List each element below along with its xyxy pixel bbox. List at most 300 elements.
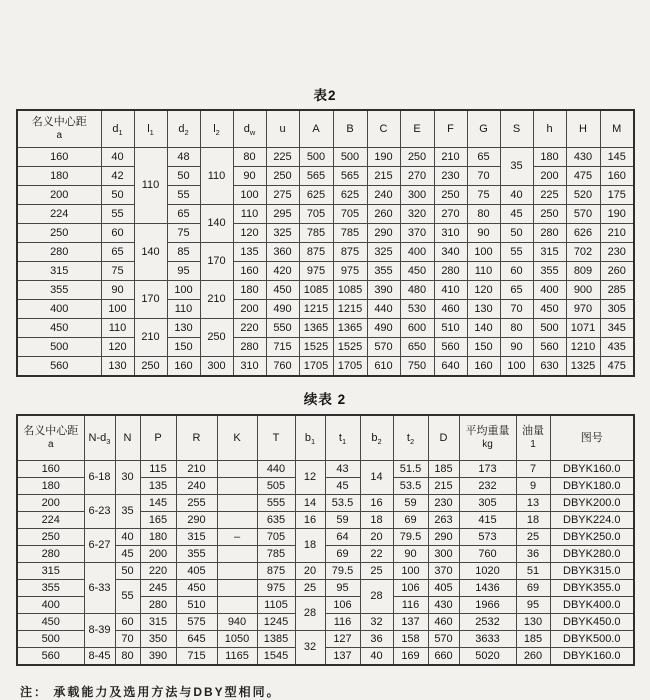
table-cell: 55: [101, 205, 134, 224]
table-cell: 560: [17, 357, 101, 377]
table-cell: 100: [500, 357, 533, 377]
table-cell: 260: [516, 648, 550, 666]
table-cell: 145: [140, 495, 176, 512]
table-cell: 785: [333, 224, 367, 243]
table-cell: 275: [266, 186, 299, 205]
table-row: [17, 243, 634, 262]
table-cell: 32: [360, 614, 393, 631]
table-cell: 43: [325, 461, 360, 478]
table-cell: 300: [400, 186, 434, 205]
table-cell: 140: [134, 224, 167, 281]
table-cell: 295: [266, 205, 299, 224]
header-second-line: kg: [482, 439, 493, 451]
table-cell: 315: [140, 614, 176, 631]
table-cell: 450: [176, 580, 217, 597]
table-cell: 25: [295, 580, 325, 597]
table-cell: 232: [459, 478, 516, 495]
table-cell: 705: [333, 205, 367, 224]
table-cell: 130: [101, 357, 134, 377]
column-header: [434, 110, 467, 148]
table-cell: 14: [360, 461, 393, 495]
table-cell: 1165: [217, 648, 257, 666]
table-row: [17, 224, 634, 243]
header-label: b: [304, 431, 311, 444]
table-cell: 210: [600, 224, 634, 243]
table-cell: 705: [257, 529, 295, 546]
table-cell: 490: [367, 319, 400, 338]
table-cell: 160: [600, 167, 634, 186]
table-cell: 440: [367, 300, 400, 319]
table-cell: 250: [134, 357, 167, 377]
table-cell: 110: [167, 300, 200, 319]
column-header: [257, 415, 295, 461]
table-cell: 180: [233, 281, 266, 300]
table-cell: 60: [101, 224, 134, 243]
header-subscript: 1: [310, 436, 316, 446]
dimension-spec-table: [16, 109, 635, 377]
column-header: [428, 415, 459, 461]
table-cell: 75: [167, 224, 200, 243]
header-label: G: [479, 122, 488, 135]
header-label: u: [279, 122, 286, 135]
table-cell: 560: [17, 648, 84, 666]
table-cell: 500: [299, 148, 333, 167]
table-cell: 500: [533, 319, 566, 338]
table-cell: 230: [428, 495, 459, 512]
header-label: E: [413, 122, 421, 135]
table-cell: 430: [566, 148, 600, 167]
table-cell: 35: [500, 148, 533, 186]
table-row: [17, 281, 634, 300]
column-header: [217, 415, 257, 461]
table-row: [17, 495, 634, 512]
table-cell: 210: [134, 319, 167, 357]
table-cell: [217, 495, 257, 512]
column-header: [516, 415, 550, 461]
table-cell: 2532: [459, 614, 516, 631]
table-cell: 225: [533, 186, 566, 205]
table-cell: 785: [257, 546, 295, 563]
table-cell: 173: [459, 461, 516, 478]
table-cell: 290: [176, 512, 217, 529]
table-cell: 390: [367, 281, 400, 300]
table-cell: 80: [500, 319, 533, 338]
column-header: [600, 110, 634, 148]
table-cell: 50: [101, 186, 134, 205]
table-cell: 160: [17, 461, 84, 478]
table-cell: 875: [333, 243, 367, 262]
table-cell: 405: [428, 580, 459, 597]
table-row: [17, 319, 634, 338]
column-header: [333, 110, 367, 148]
table-cell: 255: [176, 495, 217, 512]
table-cell: 400: [17, 300, 101, 319]
table-cell: 48: [167, 148, 200, 167]
table-cell: 160: [17, 148, 101, 167]
header-row: [17, 415, 634, 461]
table-cell: 140: [200, 205, 233, 243]
column-header: [533, 110, 566, 148]
table-cell: 785: [299, 224, 333, 243]
table-cell: 310: [233, 357, 266, 377]
table-cell: 250: [200, 319, 233, 357]
table-cell: 305: [459, 495, 516, 512]
table-cell: 215: [428, 478, 459, 495]
table-cell: 70: [115, 631, 140, 648]
header-label: d: [178, 122, 185, 135]
table-row: [17, 648, 634, 666]
table-cell: 69: [516, 580, 550, 597]
column-header: [17, 110, 101, 148]
table-cell: 169: [393, 648, 428, 666]
table-cell: 6-23: [84, 495, 115, 529]
header-label: T: [272, 431, 280, 444]
table-cell: 415: [459, 512, 516, 529]
table-cell: 315: [176, 529, 217, 546]
table-cell: 9: [516, 478, 550, 495]
column-header: [367, 110, 400, 148]
table-cell: 645: [176, 631, 217, 648]
table-cell: 970: [566, 300, 600, 319]
table-cell: 450: [266, 281, 299, 300]
table-cell: 1325: [566, 357, 600, 377]
table-cell: 280: [17, 546, 84, 563]
header-label: 油量: [522, 425, 544, 438]
table-cell: 6-33: [84, 563, 115, 614]
header-second-line: a: [56, 130, 63, 142]
header-label: 名义中心距: [31, 116, 87, 129]
table-cell: 45: [500, 205, 533, 224]
table-row: [17, 529, 634, 546]
table-cell: DBYK160.0: [550, 648, 634, 666]
table-cell: 65: [500, 281, 533, 300]
table-cell: 16: [360, 495, 393, 512]
table-cell: 80: [233, 148, 266, 167]
table-cell: 127: [325, 631, 360, 648]
table-cell: [217, 563, 257, 580]
table-cell: DBYK450.0: [550, 614, 634, 631]
header-label: A: [312, 122, 320, 135]
table-cell: 1215: [333, 300, 367, 319]
table-cell: 5020: [459, 648, 516, 666]
table-cell: 69: [393, 512, 428, 529]
table-cell: 170: [200, 243, 233, 281]
column-header: [101, 110, 134, 148]
table-cell: 7: [516, 461, 550, 478]
column-header: [299, 110, 333, 148]
table-cell: 1215: [299, 300, 333, 319]
header-label: F: [447, 122, 454, 135]
table-cell: 137: [325, 648, 360, 666]
table-cell: 570: [566, 205, 600, 224]
table-cell: –: [217, 529, 257, 546]
table-cell: 300: [428, 546, 459, 563]
table-cell: 130: [516, 614, 550, 631]
table-cell: 50: [167, 167, 200, 186]
table-cell: 650: [400, 338, 434, 357]
table-cell: 36: [360, 631, 393, 648]
column-header: [500, 110, 533, 148]
table-cell: 355: [176, 546, 217, 563]
table-cell: 8-45: [84, 648, 115, 666]
table-cell: 70: [500, 300, 533, 319]
table-cell: 95: [325, 580, 360, 597]
header-subscript: 3: [106, 436, 111, 446]
table-cell: DBYK355.0: [550, 580, 634, 597]
table-cell: 28: [295, 597, 325, 631]
table-cell: 51: [516, 563, 550, 580]
table-cell: 420: [266, 262, 299, 281]
table-cell: 715: [266, 338, 299, 357]
table-cell: 570: [367, 338, 400, 357]
table-cell: 280: [140, 597, 176, 614]
table-cell: 480: [400, 281, 434, 300]
table-cell: 120: [467, 281, 500, 300]
table2-title: 续表 2: [303, 392, 347, 407]
table-cell: [217, 461, 257, 478]
table-cell: 1385: [257, 631, 295, 648]
table-cell: 440: [257, 461, 295, 478]
table-row: [17, 205, 634, 224]
table-cell: 200: [17, 495, 84, 512]
table-cell: 25: [516, 529, 550, 546]
header-label: K: [233, 431, 241, 444]
table-cell: 285: [600, 281, 634, 300]
table-cell: 1436: [459, 580, 516, 597]
header-label: B: [346, 122, 354, 135]
table-cell: 160: [467, 357, 500, 377]
table-cell: 200: [533, 167, 566, 186]
table-cell: 18: [295, 529, 325, 563]
table-cell: 45: [115, 546, 140, 563]
table-cell: 305: [600, 300, 634, 319]
table-cell: 560: [533, 338, 566, 357]
table-cell: 975: [257, 580, 295, 597]
table-cell: 35: [115, 495, 140, 529]
table-cell: 180: [140, 529, 176, 546]
table-cell: 345: [600, 319, 634, 338]
table-cell: 1365: [299, 319, 333, 338]
column-header: [566, 110, 600, 148]
header-subscript: 2: [215, 127, 220, 137]
table-cell: 180: [17, 167, 101, 186]
header-label: P: [154, 431, 162, 444]
table-cell: 95: [167, 262, 200, 281]
table-cell: [217, 512, 257, 529]
table-cell: 250: [533, 205, 566, 224]
table-cell: 565: [299, 167, 333, 186]
table-cell: 270: [434, 205, 467, 224]
table-cell: 60: [115, 614, 140, 631]
table-cell: 263: [428, 512, 459, 529]
table-cell: 116: [325, 614, 360, 631]
header-label: l: [147, 122, 150, 135]
table-cell: 975: [333, 262, 367, 281]
table-cell: 18: [516, 512, 550, 529]
table-cell: 75: [101, 262, 134, 281]
header-label: l: [213, 122, 216, 135]
column-header: [17, 415, 84, 461]
column-header: [84, 415, 115, 461]
table-cell: 79.5: [393, 529, 428, 546]
table-cell: 190: [367, 148, 400, 167]
table-cell: 230: [434, 167, 467, 186]
table-cell: 14: [295, 495, 325, 512]
table-cell: 90: [101, 281, 134, 300]
header-label: t: [406, 431, 410, 444]
table-cell: 28: [360, 580, 393, 614]
table-cell: 65: [167, 205, 200, 224]
table-cell: 355: [17, 580, 84, 597]
table-cell: 85: [167, 243, 200, 262]
column-header: [360, 415, 393, 461]
table-cell: 240: [176, 478, 217, 495]
table-cell: 130: [467, 300, 500, 319]
table-cell: 59: [393, 495, 428, 512]
column-header: [115, 415, 140, 461]
table-cell: 60: [500, 262, 533, 281]
table-cell: 245: [140, 580, 176, 597]
table-cell: 435: [600, 338, 634, 357]
header-label: R: [192, 431, 201, 444]
header-label: H: [579, 122, 587, 135]
table-cell: 355: [533, 262, 566, 281]
table-cell: 200: [233, 300, 266, 319]
table-cell: 135: [233, 243, 266, 262]
table-cell: 600: [400, 319, 434, 338]
table-cell: 270: [400, 167, 434, 186]
table-cell: 715: [176, 648, 217, 666]
header-label: 名义中心距: [23, 425, 79, 438]
table-cell: 224: [17, 512, 84, 529]
header-label: S: [512, 122, 521, 135]
table-cell: DBYK500.0: [550, 631, 634, 648]
table-cell: 110: [134, 148, 167, 224]
table-cell: 550: [266, 319, 299, 338]
table-cell: 20: [360, 529, 393, 546]
table-cell: 1525: [333, 338, 367, 357]
table-cell: DBYK400.0: [550, 597, 634, 614]
table-cell: 510: [434, 319, 467, 338]
table-cell: 220: [233, 319, 266, 338]
table-cell: 460: [434, 300, 467, 319]
table-cell: 190: [600, 205, 634, 224]
table-cell: 185: [428, 461, 459, 478]
header-subscript: 2: [409, 436, 415, 446]
column-header: [233, 110, 266, 148]
table-cell: 170: [134, 281, 167, 319]
table-cell: 475: [566, 167, 600, 186]
table-cell: 100: [101, 300, 134, 319]
table-cell: 370: [428, 563, 459, 580]
header-label: M: [612, 122, 622, 135]
column-header: [295, 415, 325, 461]
table-cell: 80: [115, 648, 140, 666]
table-cell: 53.5: [325, 495, 360, 512]
table-cell: 1071: [566, 319, 600, 338]
table-cell: 626: [566, 224, 600, 243]
table-cell: 320: [400, 205, 434, 224]
table-cell: 13: [516, 495, 550, 512]
table-cell: 460: [428, 614, 459, 631]
table-cell: 355: [17, 281, 101, 300]
table-cell: 875: [257, 563, 295, 580]
table-cell: 520: [566, 186, 600, 205]
table-cell: 110: [101, 319, 134, 338]
table-cell: 575: [176, 614, 217, 631]
table-cell: 80: [467, 205, 500, 224]
table-cell: 410: [434, 281, 467, 300]
table-cell: DBYK160.0: [550, 461, 634, 478]
table-row: [17, 461, 634, 478]
table-cell: 1085: [333, 281, 367, 300]
table-cell: 350: [140, 631, 176, 648]
table-cell: 750: [400, 357, 434, 377]
table-cell: 490: [266, 300, 299, 319]
table-cell: 150: [167, 338, 200, 357]
table-cell: 230: [600, 243, 634, 262]
table-cell: 100: [393, 563, 428, 580]
table-cell: 625: [299, 186, 333, 205]
table-cell: 250: [400, 148, 434, 167]
table-cell: 250: [266, 167, 299, 186]
table-cell: 610: [367, 357, 400, 377]
table-cell: 135: [140, 478, 176, 495]
table-cell: 150: [467, 338, 500, 357]
table-cell: 1210: [566, 338, 600, 357]
table-row: [17, 357, 634, 377]
table-cell: 45: [325, 478, 360, 495]
table-cell: 69: [325, 546, 360, 563]
table-cell: 1245: [257, 614, 295, 631]
table-cell: 120: [233, 224, 266, 243]
header-label: 平均重量: [465, 425, 510, 438]
table-cell: 36: [516, 546, 550, 563]
table-cell: DBYK180.0: [550, 478, 634, 495]
table-cell: 65: [467, 148, 500, 167]
table-cell: 660: [428, 648, 459, 666]
table-cell: 25: [360, 563, 393, 580]
table-cell: 475: [600, 357, 634, 377]
table-cell: 40: [115, 529, 140, 546]
table-cell: 220: [140, 563, 176, 580]
table-cell: 1085: [299, 281, 333, 300]
table-cell: 875: [299, 243, 333, 262]
header-label: 图号: [580, 431, 603, 444]
table-cell: 100: [167, 281, 200, 300]
table-cell: 630: [533, 357, 566, 377]
table-cell: 51.5: [393, 461, 428, 478]
table-cell: DBYK280.0: [550, 546, 634, 563]
column-header: [167, 110, 200, 148]
footnote: 注： 承载能力及选用方法与DBY型相同。: [20, 685, 281, 699]
table-cell: 160: [233, 262, 266, 281]
table-cell: 290: [367, 224, 400, 243]
table-cell: 79.5: [325, 563, 360, 580]
table-cell: 1365: [333, 319, 367, 338]
table-cell: 809: [566, 262, 600, 281]
header-subscript: 2: [377, 436, 382, 446]
table-cell: 290: [428, 529, 459, 546]
table-cell: 55: [115, 580, 140, 614]
table-cell: 370: [400, 224, 434, 243]
table-cell: 1966: [459, 597, 516, 614]
table-cell: 940: [217, 614, 257, 631]
table-cell: 280: [233, 338, 266, 357]
header-label: b: [371, 431, 378, 444]
table-cell: 530: [400, 300, 434, 319]
table-cell: 110: [233, 205, 266, 224]
